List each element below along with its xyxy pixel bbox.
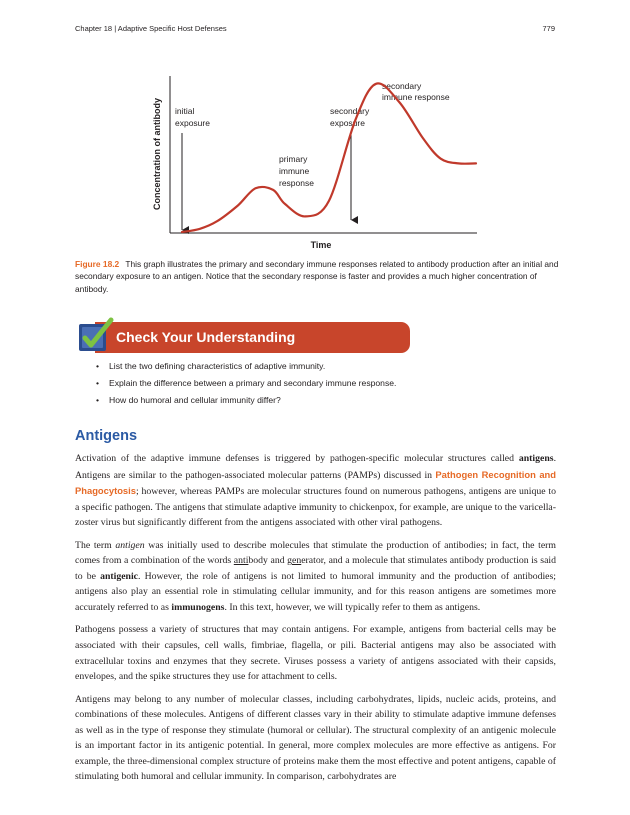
secondary-response-line-2: immune response [382,92,450,102]
antibody-response-chart [140,68,490,254]
list-item: • Explain the difference between a primary and secondary immune response. [96,376,396,393]
figure-label: Figure 18.2 [75,259,120,269]
primary-response-line-3: response [279,178,314,188]
section-body [75,451,556,785]
p2-text-e: body and [248,555,288,567]
chapter-title: Chapter 18 | Adaptive Specific Host Defenses [75,24,227,33]
paragraph-2 [75,538,556,616]
term-antigen-italic: antigen [115,539,145,551]
list-item: • List the two defining characteristics of adaptive immunity. [96,359,396,376]
p1-text-d: ; however, whereas PAMPs are molecular structures found on numerous pathogens, antigens are unique to a specific pathogen. The antigens that stimulate adaptive immunity to chickenpox, for example, are unique to the varicella-zoster virus but significantly different from the antigens associated with other viral pathogens. [75,486,556,529]
running-header [75,24,555,33]
primary-response-line-1: primary [279,154,308,164]
secondary-exposure-line-2: exposure [330,118,365,128]
figure-caption-text: This graph illustrates the primary and secondary immune responses related to antibody production after an initial and secondary exposure to an antigen. Notice that the secondary response is faster and provides a much higher concentration of antibody. [75,259,559,294]
p2-text-i: . However, the role of antigens is not limited to humoral immunity and the production of antibodies; antigens also play an essential role in stimulating cellular immunity, and for this reason antigens are sometimes more accurately referred to as [75,570,556,613]
p1-text-c: . Antigens are similar to the pathogen-associated molecular patterns (PAMPs) discussed in [75,453,556,481]
svg-text:primary immune [279,154,314,188]
p2-text-a: The term [75,539,116,551]
secondary-response-annotation [382,81,450,102]
initial-exposure-line-2: exposure [175,118,210,128]
paragraph-3: Pathogens possess a variety of structures that may contain antigens. For example, antigens from bacterial cells may be associated with their capsules, cell walls, fimbriae, flagella, or pili. Bacterial antigens may also be associated with extracellular toxins and enzymes that they secrete. Viruses possess a variety of antigens associated with their capsids, envelopes, and the spike structures they use for attachment to cells. [75,624,556,683]
check-understanding-title: Check Your Understanding [116,329,296,345]
primary-response-line-2: immune [279,166,310,176]
figure-caption [75,258,560,295]
p1-text-a: Activation of the adaptive immune defenses is triggered by pathogen-specific molecular structures called [75,453,519,464]
antibody-response-curve [182,83,476,232]
term-antigenic: antigenic [100,570,139,582]
page-number: 779 [542,24,555,33]
antibody-response-figure [140,68,490,254]
y-axis-label: Concentration of antibody [152,98,162,210]
checkbox-check-icon [76,317,114,355]
svg-text:secondary exposure [330,106,372,128]
section-heading: Antigens [75,428,138,444]
initial-exposure-annotation [175,106,210,230]
term-immunogens: immunogens [171,601,225,613]
x-axis-label: Time [310,240,332,250]
svg-text:secondary immune respo [382,81,450,102]
primary-response-annotation [279,154,314,188]
check-understanding-banner [95,322,410,353]
list-item: • How do humoral and cellular immunity differ? [96,393,396,410]
paragraph-4: Antigens may belong to any number of molecular classes, including carbohydrates, lipids, nucleic acids, proteins, and combinations of these molecules. Antigens of different classes vary in their ability to stimulate adaptive immune defenses as well as in the type of response they stimulate (humoral or cellular). The structural complexity of an antigenic molecule is an important factor in its antigenic potential. In general, more complex molecules are more effective as antigens. For example, the three-dimensional complex structure of proteins make them the most effective and potent antigens, capable of stimulating both humoral and cellular immunity. In comparison, carbohydrates are [75,693,556,783]
p2-text-k: . In this text, however, we will typically refer to them as antigens. [224,601,481,613]
secondary-exposure-annotation [330,106,372,220]
initial-exposure-line-1: initial [175,106,195,116]
check-understanding-list [96,359,396,410]
secondary-exposure-line-1: secondary [330,106,370,116]
secondary-response-line-1: secondary [382,81,422,91]
p2-text-c: was initially used to describe molecules that stimulate the production of antibodies; in fact, the term comes from a combination of the words [75,539,557,567]
underline-gen: gen [287,555,302,567]
p2-text-g: erator, and a molecule that stimulates antibody production is said to be [75,555,556,582]
term-antigens: antigens [518,453,554,464]
paragraph-1 [75,451,556,531]
link-pathogen-recognition[interactable]: Pathogen Recognition and Phagocytosis [75,468,557,497]
underline-anti: anti [233,555,249,567]
svg-text:initial exposure [175,106,210,128]
